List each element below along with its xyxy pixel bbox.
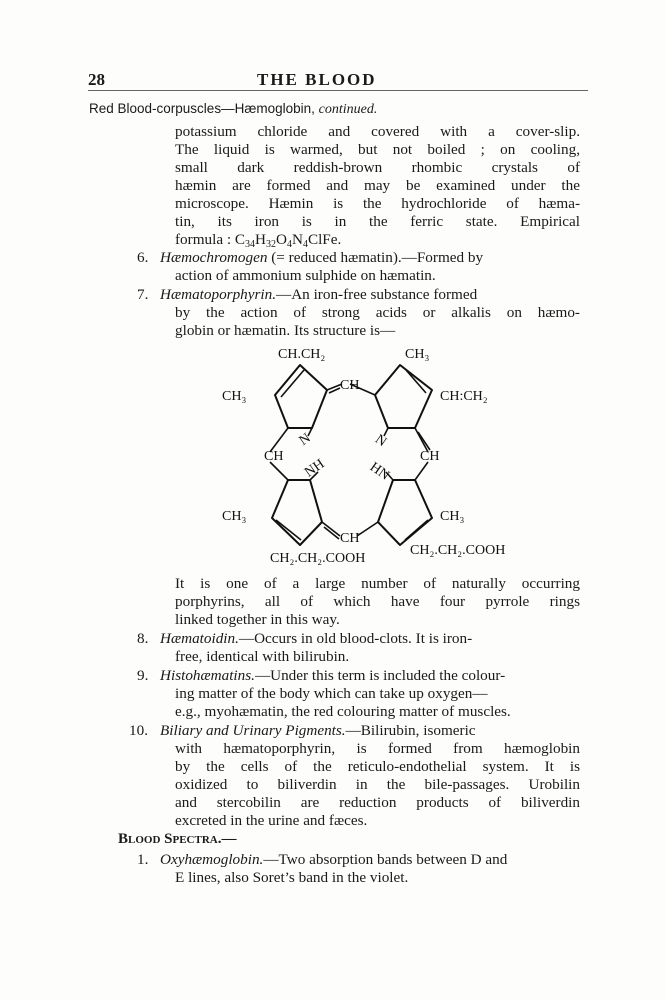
item-text: —Two absorption bands between D and bbox=[263, 851, 508, 868]
item-term: Hæmatoidin. bbox=[160, 630, 239, 647]
label-bridge-left: CH bbox=[264, 449, 284, 464]
para-line: The liquid is warmed, but not boiled ; on cooling, bbox=[175, 141, 580, 158]
bridge-right-double bbox=[418, 432, 430, 450]
item-number: 1. bbox=[137, 851, 149, 868]
item-line: action of ammonium sulphide on hæmatin. bbox=[175, 267, 436, 284]
label-bridge-right: CH bbox=[420, 449, 440, 464]
running-title: THE BLOOD bbox=[257, 70, 377, 89]
item-line: E lines, also Soret’s band in the violet. bbox=[175, 869, 409, 886]
label-bridge-bottom: CH bbox=[340, 531, 360, 546]
item-line: and stercobilin are reduction products of biliverdin bbox=[175, 794, 580, 811]
label-propionic-left: CH₂.CH₂.COOH bbox=[270, 551, 366, 566]
label-hn-bottom-right: HN bbox=[366, 459, 393, 484]
formula-prefix: formula : bbox=[175, 231, 232, 248]
item-text: —Occurs in old blood-clots. It is iron- bbox=[238, 630, 473, 647]
label-methyl-right-bottom: CH₃ bbox=[440, 509, 465, 524]
item-line: free, identical with bilirubin. bbox=[175, 648, 350, 665]
label-methyl-top-right: CH₃ bbox=[405, 347, 430, 362]
item-line bbox=[160, 667, 505, 685]
item-term: Oxyhæmoglobin. bbox=[160, 851, 264, 868]
double-bond bbox=[406, 370, 426, 393]
label-vinyl-right-top: CH:CH₂ bbox=[440, 389, 488, 404]
item-text: —An iron-free substance formed bbox=[276, 286, 478, 303]
para-line: potassium chloride and covered with a cover-slip. bbox=[175, 123, 580, 140]
pyrrole-ring-bottom-right bbox=[378, 480, 432, 545]
empirical-formula: $C_{34}H_{32}O_4N_4ClFe$. bbox=[234, 231, 342, 250]
item-number: 6. bbox=[137, 249, 149, 266]
label-n-top-right: N bbox=[372, 431, 390, 451]
section-caption-italic: continued. bbox=[318, 102, 378, 117]
para-line: hæmin are formed and may be examined under the bbox=[175, 177, 580, 194]
section-caption-plain: Red Blood-corpuscles—Hæmoglobin, bbox=[89, 101, 319, 116]
item-line: ing matter of the body which can take up oxygen— bbox=[175, 685, 488, 702]
page-number: 28 bbox=[88, 70, 105, 89]
item-number: 8. bbox=[137, 630, 149, 647]
item-line bbox=[160, 851, 507, 869]
item-line: by the action of strong acids or alkalis on hæmo- bbox=[175, 304, 580, 321]
para-line: porphyrins, all of which have four pyrrole rings bbox=[175, 593, 580, 610]
item-term: Histohæmatins. bbox=[160, 667, 255, 684]
label-vinyl-top-left: CH.CH₂ bbox=[278, 347, 326, 362]
para-line: tin, its iron is in the ferric state. Empirical bbox=[175, 213, 580, 230]
para-line: microscope. Hæmin is the hydrochloride of hæma- bbox=[175, 195, 580, 212]
item-number: 7. bbox=[137, 286, 149, 303]
item-line: e.g., myohæmatin, the red colouring matter of muscles. bbox=[175, 703, 511, 720]
item-line bbox=[160, 630, 472, 648]
item-line bbox=[160, 249, 580, 267]
para-line: It is one of a large number of naturally occurring bbox=[175, 575, 580, 592]
item-line: with hæmatoporphyrin, is formed from hæmoglobin bbox=[175, 740, 580, 757]
label-methyl-left-bottom: CH₃ bbox=[222, 509, 247, 524]
item-line bbox=[160, 722, 476, 740]
item-text: —Bilirubin, isomeric bbox=[345, 722, 476, 739]
label-methyl-left-top: CH₃ bbox=[222, 389, 247, 404]
item-number: 10. bbox=[129, 722, 148, 739]
header-rule bbox=[88, 90, 588, 91]
section-heading-blood-spectra: Blood Spectra.— bbox=[118, 831, 237, 847]
pyrrole-ring-bottom-left bbox=[272, 480, 322, 545]
section-caption bbox=[89, 101, 377, 118]
label-n-top-left: N bbox=[296, 430, 314, 449]
item-line: by the cells of the reticulo-endothelial system. It is bbox=[175, 758, 580, 775]
item-term: Hæmochromogen bbox=[160, 249, 268, 266]
double-bond bbox=[405, 520, 428, 540]
item-line: oxidized to biliverdin in the bile-passages. Urobilin bbox=[175, 776, 580, 793]
item-line bbox=[160, 286, 580, 304]
double-bond bbox=[276, 520, 301, 540]
label-propionic-right: CH₂.CH₂.COOH bbox=[410, 543, 506, 558]
para-line: small dark reddish-brown rhombic crystals of bbox=[175, 159, 580, 176]
item-line: globin or hæmatin. Its structure is— bbox=[175, 322, 396, 339]
label-bridge-top: CH bbox=[340, 378, 360, 393]
para-line: linked together in this way. bbox=[175, 611, 340, 628]
item-line: excreted in the urine and fæces. bbox=[175, 812, 368, 829]
n-bond bbox=[308, 428, 312, 436]
item-term: Biliary and Urinary Pigments. bbox=[160, 722, 346, 739]
item-term: Hæmatoporphyrin. bbox=[160, 286, 277, 303]
porphyrin-structure-diagram bbox=[200, 340, 560, 570]
item-text: —Under this term is included the colour- bbox=[254, 667, 506, 684]
item-text: (= reduced hæmatin).—Formed by bbox=[267, 249, 484, 266]
pyrrole-ring-top-right bbox=[375, 365, 432, 428]
item-number: 9. bbox=[137, 667, 149, 684]
label-nh-bottom-left: NH bbox=[302, 456, 328, 481]
